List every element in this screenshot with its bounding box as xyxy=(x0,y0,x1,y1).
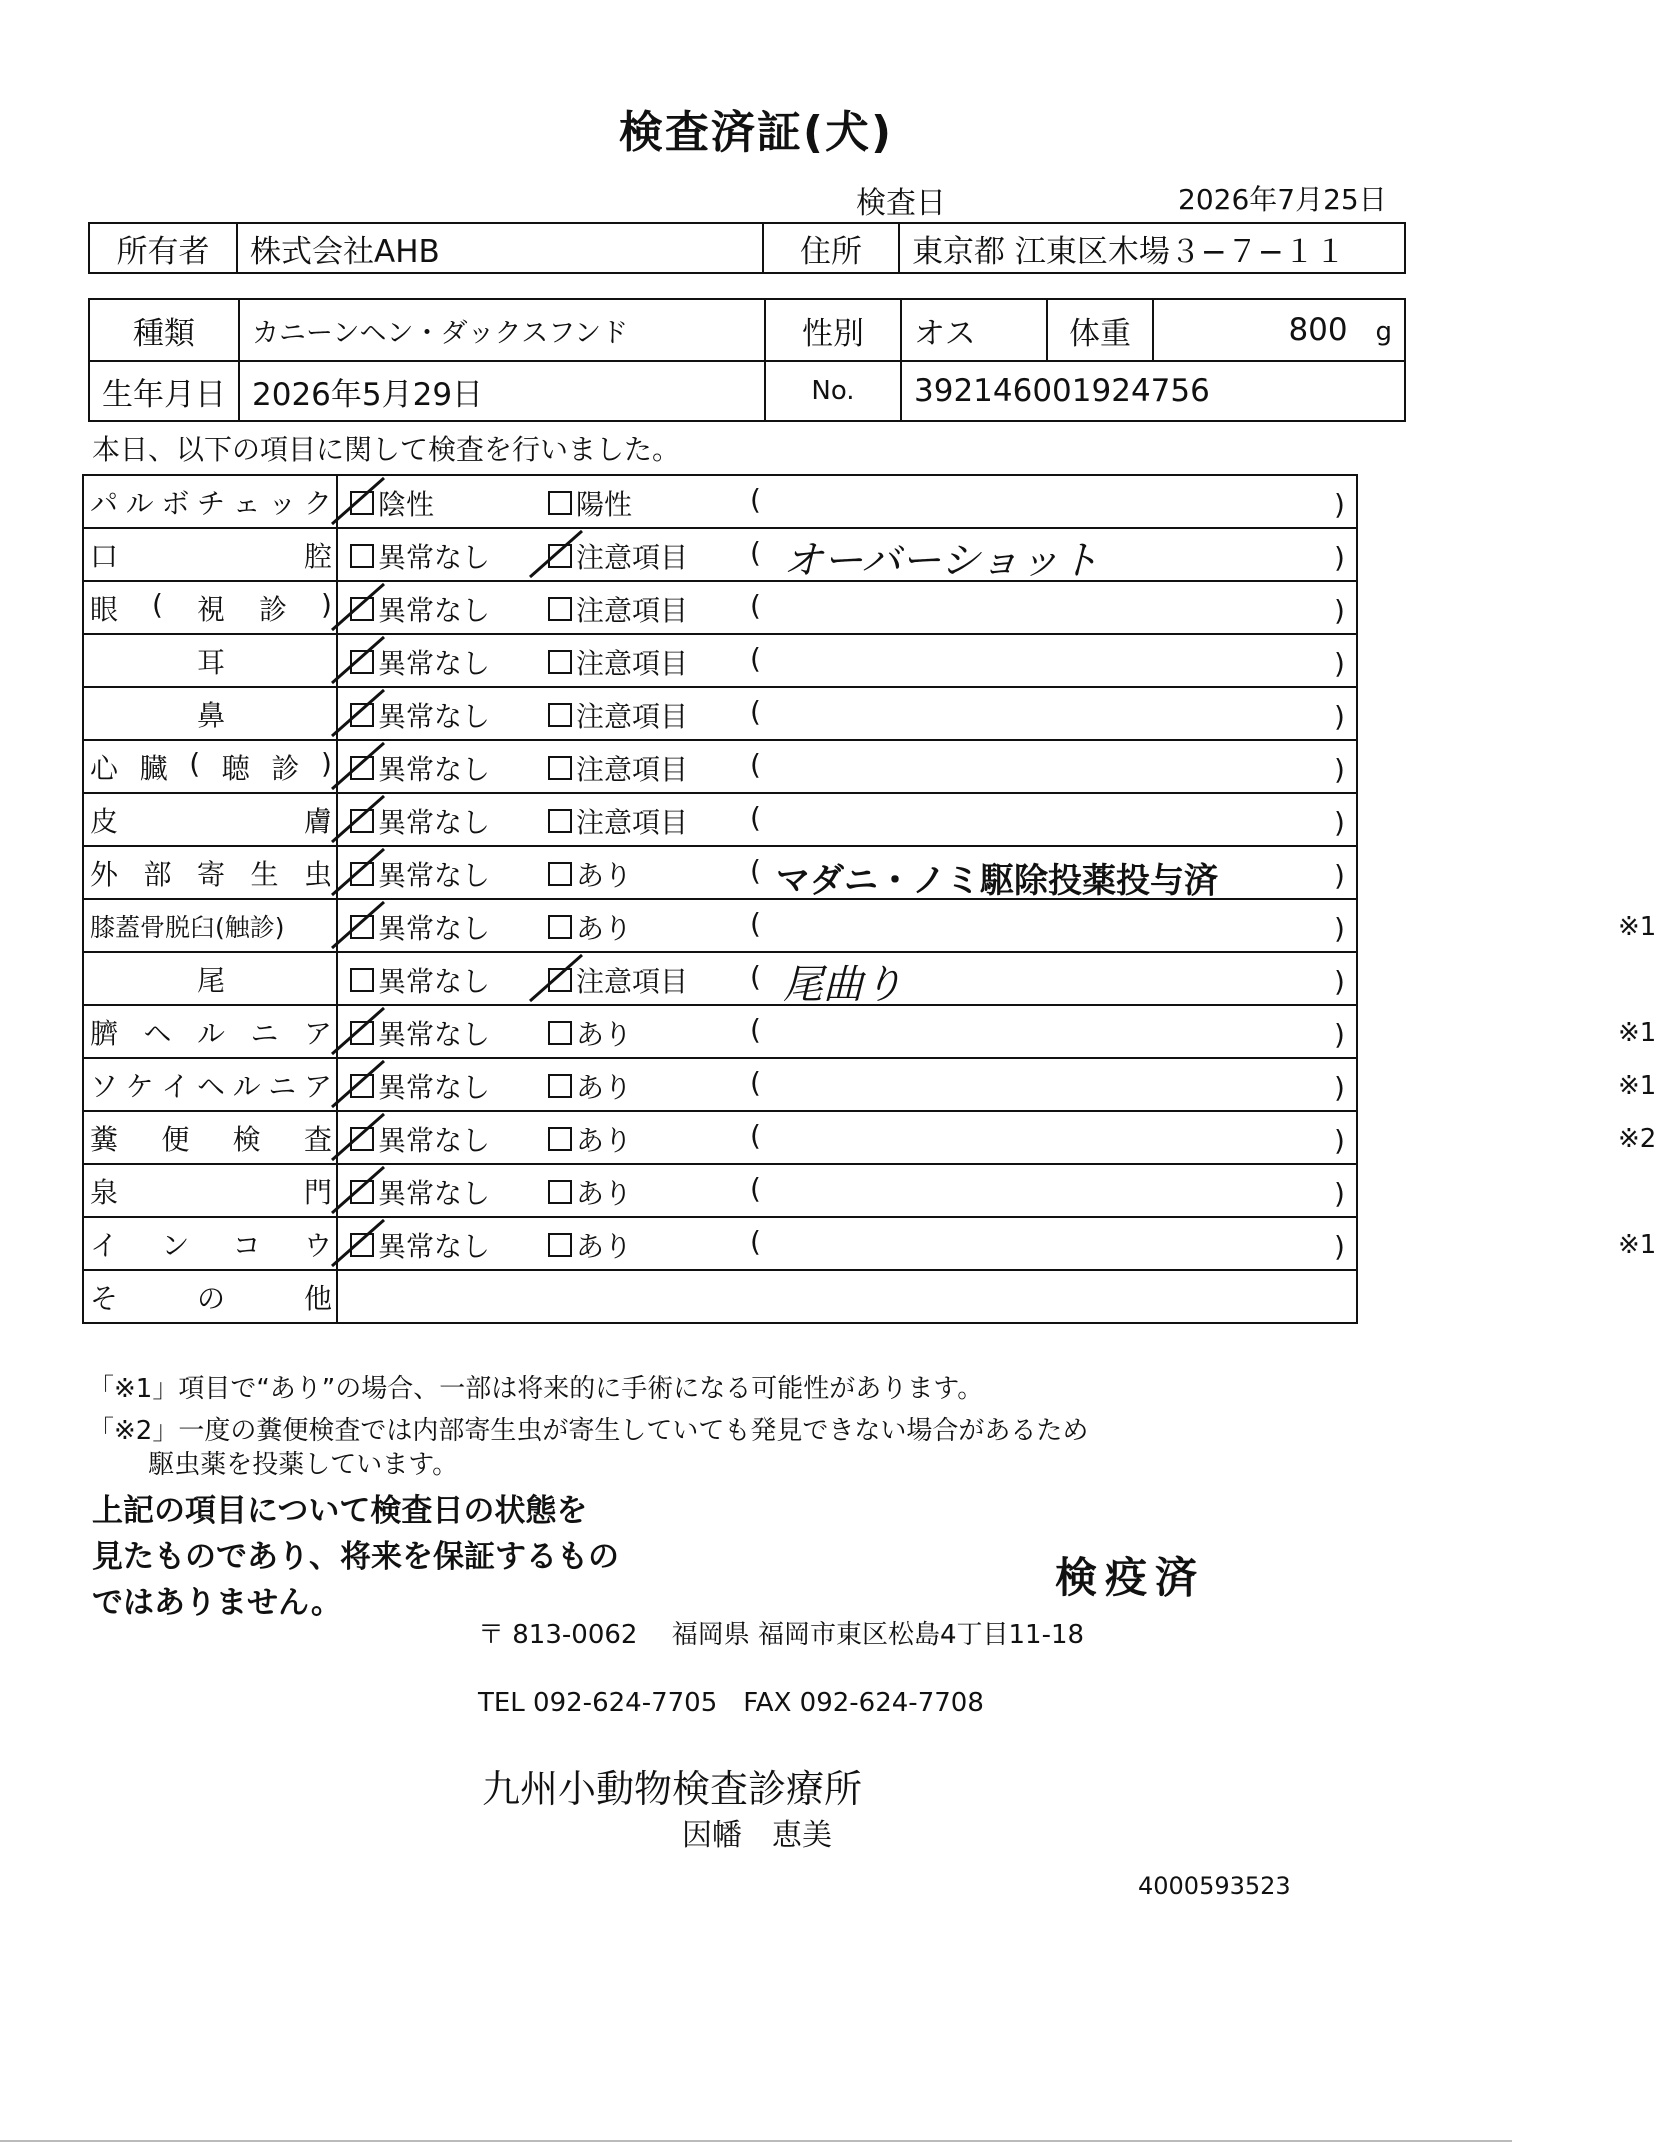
disclaimer-line: ではありません。 xyxy=(92,1585,342,1621)
option-label: 異常なし xyxy=(378,647,491,680)
option-label: 注意項目 xyxy=(576,541,689,574)
sex-label: 性別 xyxy=(765,299,901,361)
option-label: 注意項目 xyxy=(576,647,689,680)
paren-close: ) xyxy=(1334,700,1345,733)
option-second[interactable] xyxy=(548,1066,632,1106)
table-row xyxy=(83,1164,1357,1217)
item-label-char: 聴 xyxy=(221,751,250,785)
option-first[interactable] xyxy=(350,960,490,1000)
option-label: 異常なし xyxy=(378,912,491,945)
item-label-char: ニ xyxy=(268,1069,297,1103)
table-row xyxy=(83,528,1357,581)
birth-value: 2026年5月29日 xyxy=(239,361,765,421)
item-label-cell xyxy=(83,1270,337,1323)
inspection-table xyxy=(82,474,1656,1324)
item-result-cell xyxy=(337,846,1357,899)
item-label-cell xyxy=(83,846,337,899)
item-label-char: 診 xyxy=(271,751,300,785)
table-row xyxy=(83,1217,1357,1270)
item-result-cell xyxy=(337,581,1357,634)
item-label-char: イ xyxy=(90,1228,119,1262)
item-note: マダニ・ノミ駆除投薬投与済 xyxy=(776,861,1218,901)
serial-number: 4000593523 xyxy=(1138,1872,1291,1900)
option-label: あり xyxy=(576,1230,633,1263)
option-label: 異常なし xyxy=(378,859,491,892)
item-result-cell xyxy=(337,1005,1656,1058)
option-label: あり xyxy=(576,1177,633,1210)
item-label-cell xyxy=(83,899,337,952)
option-first[interactable] xyxy=(350,536,490,576)
intro-text: 本日、以下の項目に関して検査を行いました。 xyxy=(92,433,681,466)
item-result-cell xyxy=(337,687,1357,740)
option-second[interactable] xyxy=(548,854,632,894)
item-label-cell xyxy=(83,1111,337,1164)
sex-value: オス xyxy=(901,299,1047,361)
table-row xyxy=(83,1005,1357,1058)
option-label: 異常なし xyxy=(378,594,491,627)
item-label-char: ア xyxy=(303,1069,332,1103)
item-label-char: ク xyxy=(303,486,332,520)
item-result-cell xyxy=(337,1111,1656,1164)
item-result-cell xyxy=(337,1217,1656,1270)
footnote-1: 「※1」項目で“あり”の場合、一部は将来的に手術になる可能性があります。 xyxy=(88,1374,984,1404)
breed-value: カニーンヘン・ダックスフンド xyxy=(239,299,765,361)
item-label-char: ニ xyxy=(250,1016,279,1050)
check-mark-icon xyxy=(326,790,406,850)
checkbox-icon xyxy=(350,544,374,568)
footnote-mark: ※2 xyxy=(1618,1124,1656,1154)
paren-close: ) xyxy=(1334,965,1345,998)
address-label: 住所 xyxy=(763,223,899,273)
option-label: 異常なし xyxy=(378,1124,491,1157)
option-second[interactable] xyxy=(548,1172,632,1212)
owner-table xyxy=(88,222,1406,274)
item-label-char: 膚 xyxy=(303,804,332,838)
exam-date-label: 検査日 xyxy=(856,186,946,221)
item-label-char: 外 xyxy=(90,857,119,891)
checkbox-icon xyxy=(548,703,572,727)
check-mark-icon xyxy=(326,1002,406,1062)
checkbox-icon xyxy=(548,1233,572,1257)
item-label-char: ェ xyxy=(232,486,261,520)
check-mark-icon xyxy=(326,684,406,744)
inspector-name: 因幡 恵美 xyxy=(682,1818,832,1853)
item-label-char: 臍 xyxy=(90,1016,119,1050)
item-result-cell xyxy=(337,634,1357,687)
paren-close: ) xyxy=(1334,647,1345,680)
item-label-char: 心 xyxy=(90,751,119,785)
option-second[interactable] xyxy=(548,1225,632,1265)
item-label-char: 臓 xyxy=(139,751,168,785)
item-label-char: ) xyxy=(321,746,332,780)
check-mark-icon xyxy=(326,1161,406,1221)
option-label: あり xyxy=(576,1071,633,1104)
item-label-cell xyxy=(83,475,337,528)
checkbox-icon xyxy=(548,597,572,621)
option-label: 異常なし xyxy=(378,753,491,786)
paren-close: ) xyxy=(1334,594,1345,627)
paren-close: ) xyxy=(1334,806,1345,839)
item-label-char: 虫 xyxy=(303,857,332,891)
item-label-char: 視 xyxy=(196,592,225,626)
paren-open: ( xyxy=(750,483,761,516)
item-label-cell xyxy=(83,1164,337,1217)
item-result-cell xyxy=(337,475,1357,528)
item-label-char: 査 xyxy=(303,1122,332,1156)
table-row xyxy=(83,846,1357,899)
option-label: あり xyxy=(576,1124,633,1157)
option-label: 異常なし xyxy=(378,965,491,998)
paren-open: ( xyxy=(750,1119,761,1152)
item-label-char: 他 xyxy=(303,1281,332,1315)
checkbox-icon xyxy=(548,862,572,886)
item-label-cell xyxy=(83,1217,337,1270)
footnote-mark: ※1 xyxy=(1618,912,1656,942)
table-row xyxy=(83,899,1357,952)
check-mark-icon xyxy=(326,843,406,903)
paren-close: ) xyxy=(1334,912,1345,945)
item-label-cell xyxy=(83,581,337,634)
item-label-char: ル xyxy=(125,486,154,520)
option-label: 異常なし xyxy=(378,806,491,839)
check-mark-icon xyxy=(524,949,604,1009)
item-label-char: 眼 xyxy=(90,592,119,626)
option-label: 注意項目 xyxy=(576,700,689,733)
item-label-char: ケ xyxy=(125,1069,154,1103)
document-title: 検査済証(犬) xyxy=(618,107,894,158)
option-label: 異常なし xyxy=(378,700,491,733)
paren-open: ( xyxy=(750,695,761,728)
handwritten-note: オーバーショット xyxy=(783,538,1100,584)
item-label-char: ル xyxy=(232,1069,261,1103)
item-label-cell xyxy=(83,528,337,581)
owner-value: 株式会社AHB xyxy=(237,223,763,273)
checkbox-icon xyxy=(548,650,572,674)
option-label: 異常なし xyxy=(378,1071,491,1104)
check-mark-icon xyxy=(524,525,604,585)
pet-info-table xyxy=(88,298,1406,422)
item-label-char: ) xyxy=(321,587,332,621)
item-label-char: 鼻 xyxy=(196,698,225,732)
item-label-char: ッ xyxy=(268,486,297,520)
paren-open: ( xyxy=(750,589,761,622)
checkbox-icon xyxy=(548,1074,572,1098)
option-label: あり xyxy=(576,859,633,892)
item-label-cell xyxy=(83,634,337,687)
checkbox-icon xyxy=(548,491,572,515)
option-label: 異常なし xyxy=(378,1177,491,1210)
check-mark-icon xyxy=(326,737,406,797)
item-label-char: ( xyxy=(189,746,201,780)
check-mark-icon xyxy=(326,1055,406,1115)
checkbox-icon xyxy=(548,1127,572,1151)
item-label-char: 便 xyxy=(161,1122,190,1156)
item-label-cell xyxy=(83,687,337,740)
item-label-char: 泉 xyxy=(90,1175,119,1209)
option-second[interactable] xyxy=(548,1119,632,1159)
item-label-char: ヘ xyxy=(196,1069,225,1103)
item-label-char: ヘ xyxy=(143,1016,172,1050)
clinic-address: 〒 813-0062 福岡県 福岡市東区松島4丁目11-18 xyxy=(478,1620,1085,1650)
item-label-char: 腔 xyxy=(303,539,332,573)
paren-open: ( xyxy=(750,1172,761,1205)
checkbox-icon xyxy=(548,756,572,780)
paren-open: ( xyxy=(750,642,761,675)
item-label-char: 検 xyxy=(232,1122,261,1156)
item-label-char: 皮 xyxy=(90,804,119,838)
option-label: 注意項目 xyxy=(576,753,689,786)
item-label-cell xyxy=(83,1005,337,1058)
item-label-char: 膝蓋骨脱臼(触診) xyxy=(90,912,285,942)
quarantine-stamp: 検疫済 xyxy=(1055,1553,1206,1602)
item-label-char: 寄 xyxy=(196,857,225,891)
item-label-cell xyxy=(83,952,337,1005)
table-row xyxy=(83,1111,1357,1164)
item-label-cell xyxy=(83,1058,337,1111)
item-result-cell xyxy=(337,1270,1357,1323)
paren-open: ( xyxy=(750,960,761,993)
paren-close: ) xyxy=(1334,753,1345,786)
table-row xyxy=(83,740,1357,793)
option-label: あり xyxy=(576,912,633,945)
footnote-2: 「※2」一度の糞便検査では内部寄生虫が寄生していても発見できない場合があるため xyxy=(88,1416,1089,1446)
paren-close: ) xyxy=(1334,1071,1345,1104)
check-mark-icon xyxy=(326,1108,406,1168)
address-value: 東京都 江東区木場３−７−１１ xyxy=(899,223,1405,273)
item-label-char: の xyxy=(196,1281,225,1315)
item-result-cell xyxy=(337,899,1656,952)
number-label: No. xyxy=(765,361,901,421)
footnote-mark: ※1 xyxy=(1618,1230,1656,1260)
paren-open: ( xyxy=(750,854,761,887)
check-mark-icon xyxy=(326,1214,406,1274)
checkbox-icon xyxy=(548,1021,572,1045)
item-label-char: 部 xyxy=(143,857,172,891)
item-label-char: 口 xyxy=(90,539,119,573)
paren-close: ) xyxy=(1334,488,1345,521)
footnote-3: 駆虫薬を投薬しています。 xyxy=(88,1450,459,1480)
option-label: 注意項目 xyxy=(576,965,689,998)
paren-close: ) xyxy=(1334,1230,1345,1263)
item-label-cell xyxy=(83,793,337,846)
item-label-char: そ xyxy=(90,1281,119,1315)
check-mark-icon xyxy=(326,631,406,691)
item-label-char: ル xyxy=(196,1016,225,1050)
footnote-mark: ※1 xyxy=(1618,1018,1656,1048)
exam-date-value: 2026年7月25日 xyxy=(1178,183,1387,216)
option-second[interactable] xyxy=(548,695,688,735)
item-label-char: ソ xyxy=(90,1069,119,1103)
option-label: 陽性 xyxy=(576,488,633,521)
weight-cell xyxy=(1153,299,1405,361)
item-label-char: ウ xyxy=(303,1228,332,1262)
item-label-char: 耳 xyxy=(196,645,225,679)
option-second[interactable] xyxy=(548,1013,632,1053)
checkbox-icon xyxy=(548,809,572,833)
footnote-mark: ※1 xyxy=(1618,1071,1656,1101)
check-mark-icon xyxy=(326,578,406,638)
clinic-name: 九州小動物検査診療所 xyxy=(482,1767,863,1811)
option-second[interactable] xyxy=(548,907,632,947)
paren-open: ( xyxy=(750,907,761,940)
weight-value: 800 xyxy=(1288,312,1348,348)
scan-edge-line xyxy=(0,2140,1512,2142)
weight-unit: g xyxy=(1375,317,1392,347)
handwritten-note: 尾曲り xyxy=(783,962,903,1008)
table-row xyxy=(83,581,1357,634)
disclaimer-line: 上記の項目について検査日の状態を xyxy=(92,1493,588,1529)
paren-close: ) xyxy=(1334,1177,1345,1210)
option-second[interactable] xyxy=(548,483,632,523)
item-label-char: パ xyxy=(90,486,119,520)
option-label: あり xyxy=(576,1018,633,1051)
item-result-cell xyxy=(337,1164,1357,1217)
paren-close: ) xyxy=(1334,1018,1345,1051)
item-label-char: 尾 xyxy=(196,963,225,997)
item-label-char: 門 xyxy=(303,1175,332,1209)
option-second[interactable] xyxy=(548,589,688,629)
table-row xyxy=(83,634,1357,687)
paren-close: ) xyxy=(1334,541,1345,574)
check-mark-icon xyxy=(326,472,406,532)
option-second[interactable] xyxy=(548,801,688,841)
item-label-char: ボ xyxy=(161,486,190,520)
paren-close: ) xyxy=(1334,1124,1345,1157)
paren-close: ) xyxy=(1334,859,1345,892)
paren-open: ( xyxy=(750,536,761,569)
item-label-char: ア xyxy=(303,1016,332,1050)
paren-open: ( xyxy=(750,1013,761,1046)
check-mark-icon xyxy=(326,896,406,956)
item-result-cell xyxy=(337,952,1357,1008)
item-result-cell xyxy=(337,1058,1656,1111)
option-label: 陰性 xyxy=(378,488,435,521)
breed-label: 種類 xyxy=(89,299,239,361)
item-label-char: イ xyxy=(161,1069,190,1103)
owner-label: 所有者 xyxy=(89,223,237,273)
clinic-phone-fax: TEL 092-624-7705 FAX 092-624-7708 xyxy=(478,1688,984,1718)
paren-open: ( xyxy=(750,801,761,834)
disclaimer xyxy=(92,1488,619,1626)
checkbox-icon xyxy=(350,968,374,992)
table-row xyxy=(83,1058,1357,1111)
checkbox-icon xyxy=(548,1180,572,1204)
option-label: 異常なし xyxy=(378,541,491,574)
item-label-char: 診 xyxy=(259,592,288,626)
paren-open: ( xyxy=(750,1066,761,1099)
checkbox-icon xyxy=(548,915,572,939)
paren-open: ( xyxy=(750,748,761,781)
paren-open: ( xyxy=(750,1225,761,1258)
item-label-char: ( xyxy=(152,587,163,621)
option-label: 異常なし xyxy=(378,1018,491,1051)
option-second[interactable] xyxy=(548,748,688,788)
table-row xyxy=(83,687,1357,740)
item-label-cell xyxy=(83,740,337,793)
option-label: 注意項目 xyxy=(576,806,689,839)
weight-label: 体重 xyxy=(1047,299,1153,361)
item-label-char: 生 xyxy=(250,857,279,891)
disclaimer-line: 見たものであり、将来を保証するもの xyxy=(92,1539,619,1575)
number-value: 392146001924756 xyxy=(901,361,1405,421)
option-second[interactable] xyxy=(548,642,688,682)
item-label-char: ン xyxy=(161,1228,190,1262)
item-label-char: 糞 xyxy=(90,1122,119,1156)
item-result-cell xyxy=(337,793,1357,846)
table-row xyxy=(83,793,1357,846)
birth-label: 生年月日 xyxy=(89,361,239,421)
item-label-char: コ xyxy=(232,1228,261,1262)
option-label: 注意項目 xyxy=(576,594,689,627)
item-label-char: チ xyxy=(196,486,225,520)
item-result-cell xyxy=(337,740,1357,793)
option-label: 異常なし xyxy=(378,1230,491,1263)
table-row xyxy=(83,1270,1357,1323)
table-row xyxy=(83,952,1357,1005)
item-result-cell xyxy=(337,528,1357,584)
table-row xyxy=(83,475,1357,528)
